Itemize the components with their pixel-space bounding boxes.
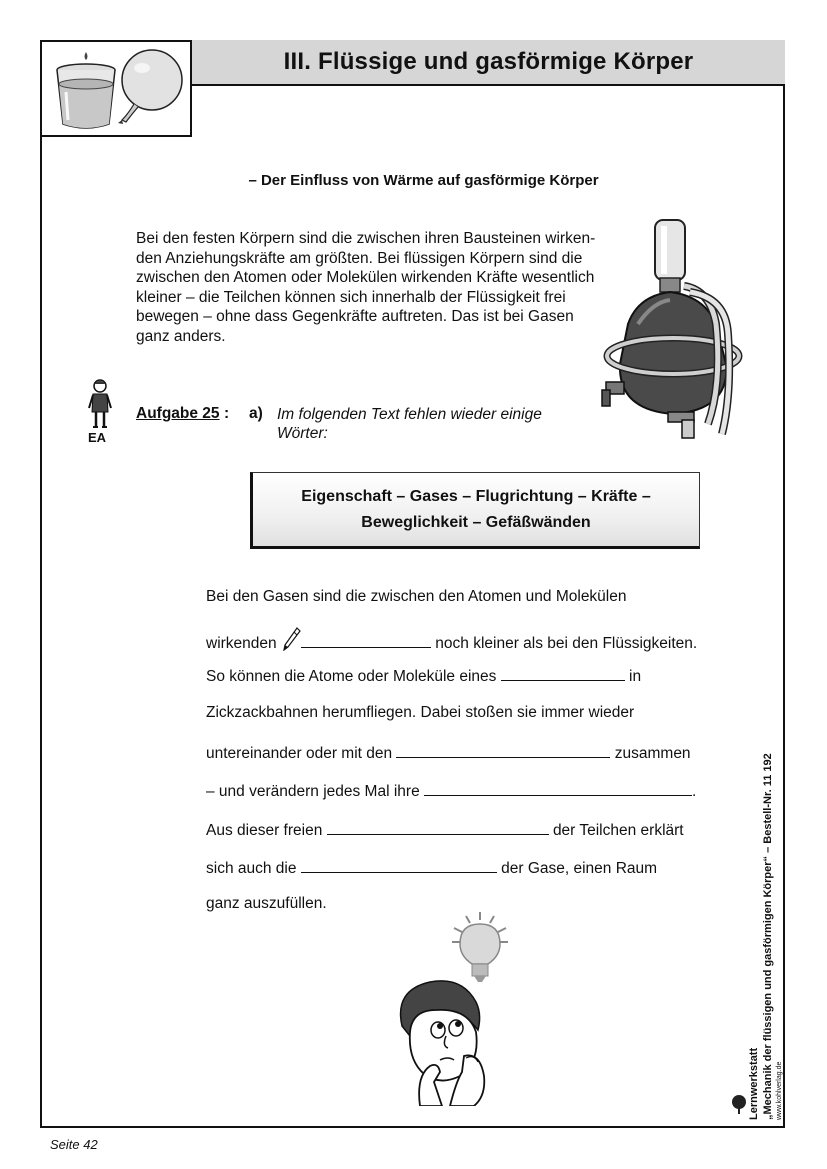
pencil-icon <box>283 627 301 651</box>
word-bank-line: Eigenschaft – Gases – Flugrichtung – Kräfte – <box>301 487 651 505</box>
cloze-text-segment: wirkenden <box>206 635 277 652</box>
cloze-text-segment: sich auch die <box>206 860 297 877</box>
intro-paragraph <box>136 229 616 346</box>
publisher-url: www.kohlverlag.de <box>776 1061 783 1120</box>
cloze-text-segment: Zickzackbahnen herumfliegen. Dabei stoßen sie immer wieder <box>206 704 635 721</box>
task-instruction: Im folgenden Text fehlen wieder einige Wörter: <box>277 406 542 442</box>
cloze-line <box>206 665 641 686</box>
task-heading <box>136 405 230 423</box>
word-bank-box <box>250 472 700 549</box>
intro-line: Bei den festen Körpern sind die zwischen ihren Bausteinen wirken- <box>136 230 596 247</box>
cloze-text-segment: noch kleiner als bei den Flüssigkeiten. <box>435 635 698 652</box>
ea-label: EA <box>88 430 107 445</box>
cloze-line <box>206 704 634 722</box>
header-illustration <box>40 40 192 137</box>
series-label: Lernwerkstatt <box>748 1047 760 1120</box>
cloze-text-segment: So können die Atome oder Moleküle eines <box>206 668 497 685</box>
cloze-line <box>206 819 684 840</box>
cloze-text-segment: Aus dieser freien <box>206 822 323 839</box>
student-figure-icon <box>86 378 114 430</box>
cloze-line <box>206 627 697 653</box>
cloze-text-segment: – und verändern jedes Mal ihre <box>206 783 420 800</box>
word-bank-line: Beweglichkeit – Gefäßwänden <box>361 513 591 531</box>
cloze-line <box>206 895 327 913</box>
cloze-text-segment: . <box>692 783 697 800</box>
answer-blank-1[interactable] <box>301 632 431 648</box>
air-flask-illustration <box>598 214 748 450</box>
cloze-text-segment: untereinander oder mit den <box>206 745 393 762</box>
cloze-text-segment: der Teilchen erklärt <box>552 822 684 839</box>
page-number: Seite 42 <box>50 1137 98 1152</box>
page-title: III. Flüssige und gasförmige Körper <box>283 48 694 75</box>
intro-line: den Anziehungskräfte am größten. Bei flüssigen Körpern sind die <box>136 249 583 267</box>
cloze-text-segment: der Gase, einen Raum <box>501 860 658 877</box>
answer-blank-6[interactable] <box>301 857 497 873</box>
cloze-text-segment: zusammen <box>614 745 691 762</box>
cloze-text-segment: Bei den Gasen sind die zwischen den Atomen und Molekülen <box>206 588 627 605</box>
answer-blank-4[interactable] <box>424 780 692 796</box>
answer-blank-3[interactable] <box>396 742 610 758</box>
intro-line: kleiner – die Teilchen können sich innerhalb der Flüssigkeit frei <box>136 288 566 306</box>
title-bar <box>192 40 785 86</box>
answer-blank-2[interactable] <box>501 665 625 681</box>
intro-line: zwischen den Atomen oder Molekülen wirkenden Kräfte wesentlich <box>136 269 595 286</box>
section-subtitle <box>0 172 827 189</box>
glass-and-balloon-icon <box>42 42 190 135</box>
task-colon: : <box>224 405 230 422</box>
cloze-line <box>206 857 657 878</box>
answer-blank-5[interactable] <box>327 819 549 835</box>
publisher-side-text <box>748 660 808 1120</box>
cloze-line <box>206 742 691 763</box>
intro-line: bewegen – ohne dass Gegenkräfte auftreten. Das ist bei Gasen <box>136 308 574 325</box>
subtitle-text: – Der Einfluss von Wärme auf gasförmige Körper <box>248 172 599 189</box>
publisher-logo-icon <box>730 1094 748 1116</box>
intro-line: ganz anders. <box>136 327 226 345</box>
cloze-line <box>206 588 627 606</box>
order-info: „Mechanik der flüssigen und gasförmigen Körper“ – Bestell-Nr. 11 192 <box>762 753 774 1120</box>
task-label: Aufgabe 25 <box>136 405 220 422</box>
task-part: a) <box>249 405 263 422</box>
thinking-boy-illustration <box>390 906 540 1106</box>
cloze-text-segment: in <box>629 668 642 685</box>
cloze-text-segment: ganz auszufüllen. <box>206 895 327 912</box>
cloze-line <box>206 780 696 801</box>
